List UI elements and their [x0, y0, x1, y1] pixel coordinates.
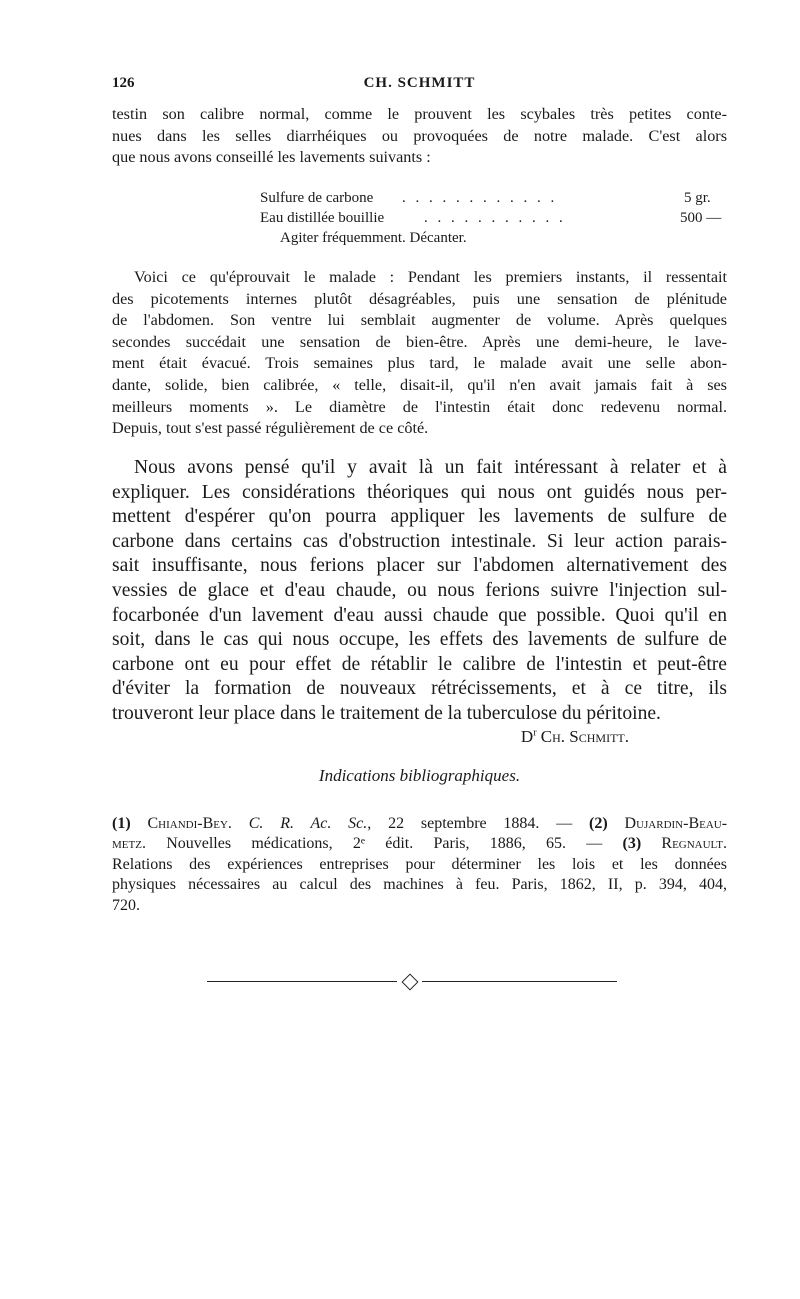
formula-item-name: Eau distillée bouillie — [260, 210, 385, 226]
bibliography-heading: Indications bibliographiques. — [318, 766, 521, 785]
text-line: ment était évacué. Trois semaines plus tard, le malade avait une selle abon- — [112, 354, 727, 373]
formula-item-quantity: 5 gr. — [684, 190, 711, 206]
text-line: physiques nécessaires au calcul des machines à feu. Paris, 1862, II, p. 394, 404, — [112, 876, 727, 894]
formula-row — [260, 208, 722, 228]
signature-superscript: r — [533, 727, 537, 739]
text-line: carbone dans certains cas d'obstruction intestinale. Si leur action parais- — [112, 530, 727, 552]
reference-details: Nouvelles médications, 2ᵉ édit. Paris, 1886, 65. — — [166, 835, 603, 853]
formula-item-quantity: 500 — — [680, 210, 722, 226]
text-line: secondes succédait une sensation de bien-être. Après une demi-heure, le lave- — [112, 332, 727, 351]
formula-item-name: Sulfure de carbone — [260, 190, 374, 206]
reference-author: Chiandi-Bey. — [147, 815, 232, 832]
text-line — [112, 834, 727, 854]
reference-journal: C. R. Ac. Sc. — [248, 815, 368, 832]
text-line: d'éviter la formation de nouveaux rétrécissements, et à ce titre, ils — [112, 678, 727, 700]
prescription-formula — [260, 188, 722, 248]
paragraph-conclusion — [112, 456, 727, 727]
signature-name: Ch. Schmitt. — [540, 727, 629, 746]
text-line: Depuis, tout s'est passé régulièrement de ce côté. — [112, 419, 429, 438]
leader-dots: . . . . . . . . . . . . — [402, 190, 558, 206]
text-line: sait insuffisante, nous ferions placer sur l'abdomen alternativement des — [112, 555, 727, 577]
bibliography-list — [112, 814, 727, 916]
text-line: Relations des expériences entreprises pour déterminer les lois et les données — [112, 855, 727, 873]
text-line: dante, solide, bien calibrée, « telle, disait-il, qu'il n'en avait jamais fait à ses — [112, 375, 727, 394]
text-line: nues dans les selles diarrhéiques ou provoquées de notre malade. C'est alors — [112, 126, 727, 145]
running-head — [112, 75, 727, 95]
diamond-icon — [402, 974, 419, 991]
text-line: Nous avons pensé qu'il y avait là un fait intéressant à relater et à — [134, 457, 727, 478]
text-line: vessies de glace et d'eau chaude, ou nous ferions suivre l'injection sul- — [112, 579, 727, 601]
text-line: 720. — [112, 896, 140, 914]
reference-author: Regnault. — [661, 835, 727, 853]
formula-row — [260, 188, 711, 208]
text-line — [112, 814, 727, 834]
text-line: expliquer. Les considérations théoriques qui nous ont guidés nous per- — [112, 481, 727, 503]
reference-number: (3) — [622, 835, 642, 853]
reference-author: metz. — [112, 835, 146, 853]
text-line: que nous avons conseillé les lavements suivants : — [112, 148, 431, 167]
text-line: mettent d'espérer qu'on pourra appliquer les lavements de sulfure de — [112, 506, 727, 528]
text-line: trouveront leur place dans le traitement de la tuberculose du péritoine. — [112, 702, 661, 724]
paragraph-patient-experience — [112, 267, 727, 440]
text-line: de l'abdomen. Son ventre lui semblait augmenter de volume. Après quelques — [112, 311, 727, 330]
text-line: soit, dans le cas qui nous occupe, les effets des lavements de sulfure de — [112, 629, 727, 651]
text-line: testin son calibre normal, comme le prouvent les scybales très petites conte- — [112, 105, 727, 123]
end-ornament — [207, 972, 617, 992]
leader-dots: . . . . . . . . . . . — [424, 210, 566, 226]
reference-number: (2) — [589, 815, 608, 832]
running-title: CH. SCHMITT — [363, 75, 476, 91]
page-number: 126 — [112, 75, 135, 91]
text-line: des picotements internes plutôt désagréables, puis une sensation de plénitude — [112, 289, 727, 308]
formula-row — [260, 228, 660, 248]
text-line: focarbonée d'un lavement d'eau aussi chaude que possible. Quoi qu'il en — [112, 604, 727, 626]
ornament-rule — [422, 981, 617, 982]
ornament-rule — [207, 981, 397, 982]
formula-instruction: Agiter fréquemment. Décanter. — [280, 230, 467, 246]
author-signature — [521, 727, 629, 747]
reference-number: (1) — [112, 815, 131, 832]
text-line: Voici ce qu'éprouvait le malade : Pendant les premiers instants, il ressentait — [134, 268, 727, 286]
paragraph-continuation — [112, 104, 727, 169]
reference-details: , 22 septembre 1884. — — [367, 815, 573, 832]
text-line: meilleurs moments ». Le diamètre de l'intestin était donc redevenu normal. — [112, 397, 727, 416]
reference-author: Dujardin-Beau- — [624, 815, 728, 832]
text-line: carbone ont eu pour effet de rétablir le calibre de l'intestin et peut-être — [112, 653, 727, 675]
signature-prefix: D — [520, 727, 534, 746]
